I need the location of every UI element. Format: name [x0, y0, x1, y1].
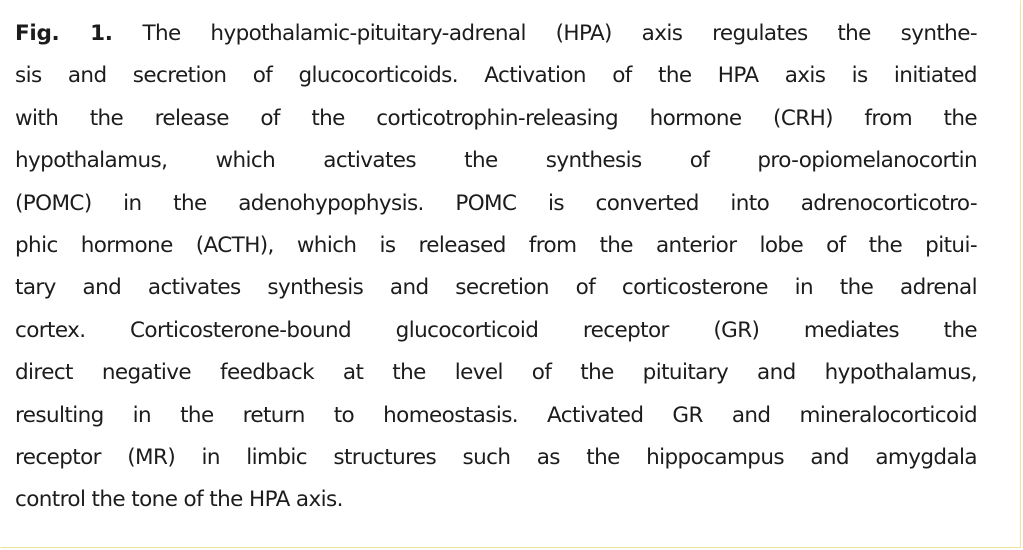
- caption-line-6: phic hormone (ACTH), which is released from the anterior lobe of the pitui-: [15, 232, 977, 258]
- figure-caption: [15, 13, 977, 522]
- caption-line-3: with the release of the corticotrophin-releasing hormone (CRH) from the: [15, 105, 977, 131]
- caption-line-10: resulting in the return to homeostasis. Activated GR and mineralocorticoid: [15, 402, 977, 428]
- caption-line-8: cortex. Corticosterone-bound glucocorticoid receptor (GR) mediates the: [15, 317, 977, 343]
- caption-line-11: receptor (MR) in limbic structures such as the hippocampus and amygdala: [15, 444, 977, 470]
- caption-line-5: (POMC) in the adenohypophysis. POMC is converted into adrenocorticotro-: [15, 190, 977, 216]
- caption-line-1-text: The hypothalamic-pituitary-adrenal (HPA) axis regulates the synthe-: [112, 21, 977, 46]
- caption-line-2: sis and secretion of glucocorticoids. Activation of the HPA axis is initiated: [15, 63, 977, 89]
- figure-label: Fig. 1.: [15, 21, 113, 46]
- caption-line-12: control the tone of the HPA axis.: [15, 487, 343, 513]
- caption-line-1: [15, 13, 977, 55]
- caption-line-9: direct negative feedback at the level of the pituitary and hypothalamus,: [15, 360, 977, 386]
- caption-line-4: hypothalamus, which activates the synthesis of pro-opiomelanocortin: [15, 148, 977, 174]
- caption-line-7: tary and activates synthesis and secretion of corticosterone in the adrenal: [15, 275, 977, 301]
